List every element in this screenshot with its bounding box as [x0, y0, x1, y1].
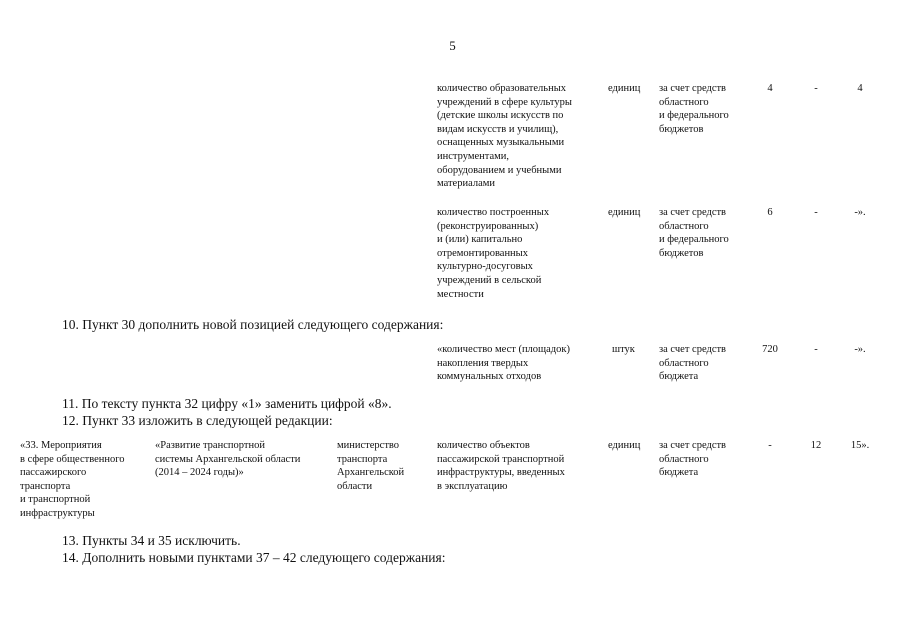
row1-value-1: 4 [767, 83, 773, 94]
waste-sites-funding-source: за счет средств областного бюджета [659, 344, 727, 383]
paragraph-10: 10. Пункт 30 дополнить новой позицией следующего содержания: [62, 317, 444, 332]
row2-value-2: - [814, 207, 818, 218]
item33-unit: единиц [608, 440, 641, 451]
waste-sites-value-2: - [814, 344, 818, 355]
item33-value-3: 15». [850, 440, 870, 451]
waste-sites-indicator: «количество мест (площадок) накопления твердых коммунальных отходов [437, 344, 570, 383]
paragraph-13: 13. Пункты 34 и 35 исключить. [62, 533, 241, 548]
row1-indicator: количество образовательных учреждений в сфере культуры (детские школы искусств по видам искусств и училищ), оснащенных музыкальными инструментами, оборудованием и учебными материалами [437, 83, 572, 190]
page-number: 5 [449, 38, 456, 53]
waste-sites-value-1: 720 [762, 344, 778, 355]
row2-indicator: количество построенных (реконструированных) и (или) капитально отремонтированных культурно-досуговых учреждений в сельской местности [437, 207, 550, 300]
row2-value-3: -». [854, 207, 866, 218]
row2-funding-source: за счет средств областного и федерального бюджетов [659, 207, 729, 259]
paragraph-12: 12. Пункт 33 изложить в следующей редакции: [62, 413, 333, 428]
waste-sites-unit: штук [612, 344, 635, 355]
paragraph-11: 11. По тексту пункта 32 цифру «1» заменить цифрой «8». [62, 396, 392, 411]
row1-funding-source: за счет средств областного и федерального бюджетов [659, 83, 729, 135]
row1-value-2: - [814, 83, 818, 94]
item33-executor: министерство транспорта Архангельской области [337, 440, 405, 492]
row2-unit: единиц [608, 207, 641, 218]
waste-sites-value-3: -». [854, 344, 866, 355]
paragraph-14: 14. Дополнить новыми пунктами 37 – 42 следующего содержания: [62, 550, 446, 565]
item33-measure: «33. Мероприятия в сфере общественного пассажирского транспорта и транспортной инфраструктуры [20, 440, 125, 519]
item33-program: «Развитие транспортной системы Архангельской области (2014 – 2024 годы)» [155, 440, 301, 479]
row1-unit: единиц [608, 83, 641, 94]
row1-value-3: 4 [857, 83, 863, 94]
item33-funding-source: за счет средств областного бюджета [659, 440, 727, 479]
row2-value-1: 6 [767, 207, 773, 218]
item33-value-2: 12 [810, 440, 822, 451]
item33-indicator: количество объектов пассажирской транспортной инфраструктуры, введенных в эксплуатацию [437, 440, 565, 492]
item33-value-1: - [768, 440, 772, 451]
